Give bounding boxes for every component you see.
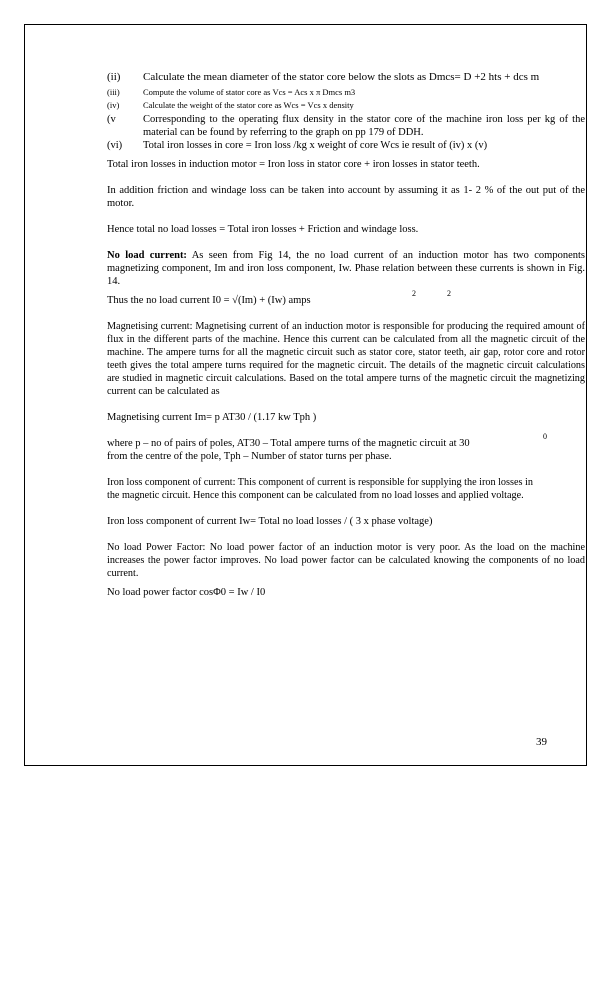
paragraph-total-no-load-losses: Hence total no load losses = Total iron losses + Friction and windage loss.: [107, 224, 419, 235]
paragraph-iron-loss-component: Iron loss component of current: This component of current is responsible for supplying the iron losses in the magnetic circuit. Hence this component can be calculated from no load losses and applied voltage.: [107, 477, 533, 501]
where-superscript: 0: [543, 432, 547, 441]
list-item-ii: [107, 70, 585, 84]
paragraph-where-2: from the centre of the pole, Tph – Number of stator turns per phase.: [107, 451, 392, 462]
formula-text: Thus the no load current I0 = √(Im) + (Iw) amps: [107, 295, 311, 306]
item-number: (vi): [107, 140, 123, 151]
formula-superscript-1: 2: [412, 289, 416, 298]
list-item-iii: [107, 87, 585, 98]
list-item-v: [107, 113, 585, 139]
paragraph-no-load-current: [107, 249, 585, 288]
paragraph-where: [107, 432, 585, 450]
item-text: Total iron losses in core = Iron loss /kg x weight of core Wcs ie result of (iv) x (v): [143, 140, 488, 151]
no-load-current-text: As seen from Fig 14, the no load current of an induction motor has two components magnetizing component, Im and iron loss component, Iw. Phase relation between these currents is shown in Fig. 14.: [107, 250, 585, 287]
paragraph-friction-windage: In addition friction and windage loss can be taken into account by assuming it as 1- 2 % of the out put of the motor.: [107, 185, 585, 209]
heading-no-load-current: No load current:: [107, 250, 187, 261]
formula-power-factor: No load power factor cosΦ0 = Iw / I0: [107, 587, 266, 598]
item-number: (v: [107, 114, 116, 125]
item-number: (iv): [107, 100, 120, 110]
formula-magnetising-current: Magnetising current Im= p AT30 / (1.17 kw Tph ): [107, 412, 317, 423]
item-text: Calculate the mean diameter of the stator core below the slots as Dmcs= D +2 hts + dcs m: [143, 71, 540, 83]
where-text: where p – no of pairs of poles, AT30 – Total ampere turns of the magnetic circuit at 30: [107, 438, 470, 449]
formula-superscript-2: 2: [447, 289, 451, 298]
page-content: [107, 70, 585, 599]
paragraph-total-iron-losses: Total iron losses in induction motor = Iron loss in stator core + iron losses in stator teeth.: [107, 159, 480, 170]
item-number: (ii): [107, 71, 121, 83]
item-number: (iii): [107, 87, 120, 97]
item-text: Corresponding to the operating flux density in the stator core of the machine iron loss per kg of the material can be found by referring to the graph on pp 179 of DDH.: [143, 114, 585, 138]
formula-iron-loss-component: Iron loss component of current Iw= Total no load losses / ( 3 x phase voltage): [107, 516, 433, 527]
list-item-vi: [107, 139, 585, 152]
item-text: Calculate the weight of the stator core as Wcs = Vcs x density: [143, 100, 354, 110]
list-item-iv: [107, 100, 585, 111]
paragraph-magnetising-current: Magnetising current: Magnetising current of an induction motor is responsible for producing the required amount of flux in the different parts of the machine. Hence this current can be calculated from all the magnetic circuit of the machine. The ampere turns for all the magnetic circuit such as stator core, stator teeth, air gap, rotor core and rotor teeth gives the total ampere turns required for the magnetic circuit. The details of the magnetic circuit calculations are studied in magnetic circuit calculations. Based on the total ampere turns of the magnetic circuit the magnetizing current can be calculated as: [107, 321, 585, 397]
item-text: Compute the volume of stator core as Vcs = Acs x π Dmcs m3: [143, 87, 356, 97]
formula-no-load-current: [107, 289, 585, 307]
page-number: 39: [536, 736, 547, 748]
paragraph-power-factor: No load Power Factor: No load power factor of an induction motor is very poor. As the load on the machine increases the power factor improves. No load power factor can be calculated knowing the components of no load current.: [107, 542, 585, 579]
